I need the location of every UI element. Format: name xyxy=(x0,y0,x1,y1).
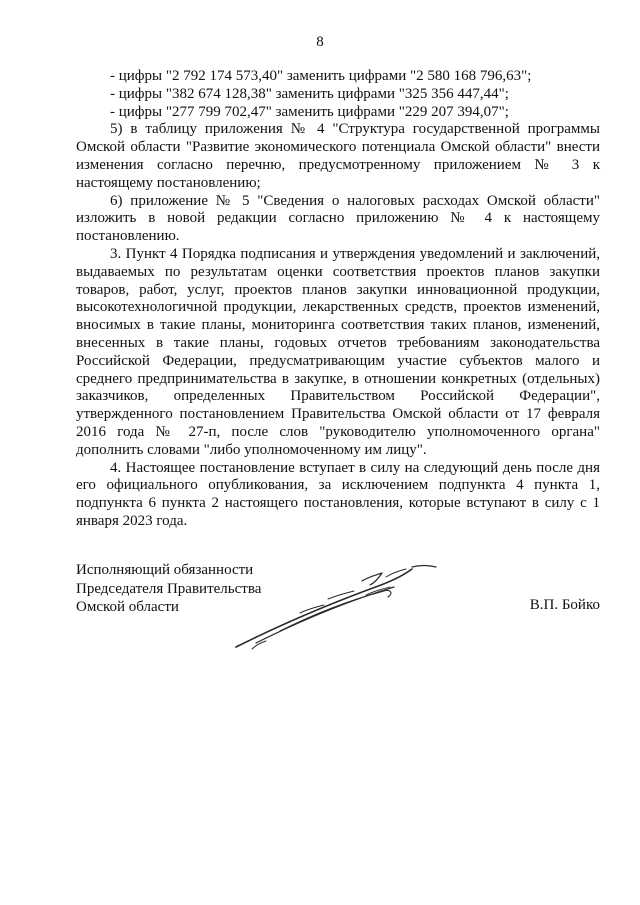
replacement-line-1: - цифры "2 792 174 573,40" заменить цифрами "2 580 168 796,63"; xyxy=(110,68,532,84)
signature-block xyxy=(76,561,600,671)
page-number: 8 xyxy=(316,34,324,50)
replacement-line-2: - цифры "382 674 128,38" заменить цифрами "325 356 447,44"; xyxy=(110,85,509,102)
point-4-paragraph: 4. Настоящее постановление вступает в силу на следующий день после дня его официального опубликования, за исключением подпункта 4 пункта 1, подпункта 6 пункта 2 настоящего постановления, которые вступают в силу с 1 января 2023 года. xyxy=(76,459,600,529)
subpoint-5-paragraph: 5) в таблицу приложения № 4 "Структура государственной программы Омской области "Развитие экономического потенциала Омской области" внести изменения согласно перечню, предусмотренному приложением № 3 к настоящему постановлению; xyxy=(76,121,600,191)
signer-name: В.П. Бойко xyxy=(529,597,600,613)
replacement-line-3: - цифры "277 799 702,47" заменить цифрами "229 207 394,07"; xyxy=(110,103,509,120)
signer-title-line-1: Исполняющий обязанности xyxy=(76,562,254,578)
signer-title-line-2: Председателя Правительства xyxy=(76,580,262,597)
signer-title-line-3: Омской области xyxy=(76,599,179,615)
point-3-paragraph: 3. Пункт 4 Порядка подписания и утверждения уведомлений и заключений, выдаваемых по результатам оценки соответствия проектов планов закупки товаров, работ, услуг, проектов планов закупки инновационной продукции, высокотехнологичной продукции, лекарственных средств, проектов изменений, вносимых в такие планы, мониторинга соответствия таких планов, изменений, внесенных в такие планы, годовых отчетов требованиям законодательства Российской Федерации, предусматривающим участие субъектов малого и среднего предпринимательства в закупке, в отношении конкретных (отдельных) заказчиков, определенных Правительством Российской Федерации", утвержденного постановлением Правительства Омской области от 17 февраля 2016 года № 27-п, после слов "руководителю уполномоченного органа" дополнить словами "либо уполномоченному им лицу". xyxy=(76,245,600,458)
subpoint-6-paragraph: 6) приложение № 5 "Сведения о налоговых расходах Омской области" изложить в новой редакции согласно приложению № 4 к настоящему постановлению. xyxy=(76,192,600,245)
document-body xyxy=(76,68,600,531)
handwritten-signature xyxy=(216,557,446,662)
